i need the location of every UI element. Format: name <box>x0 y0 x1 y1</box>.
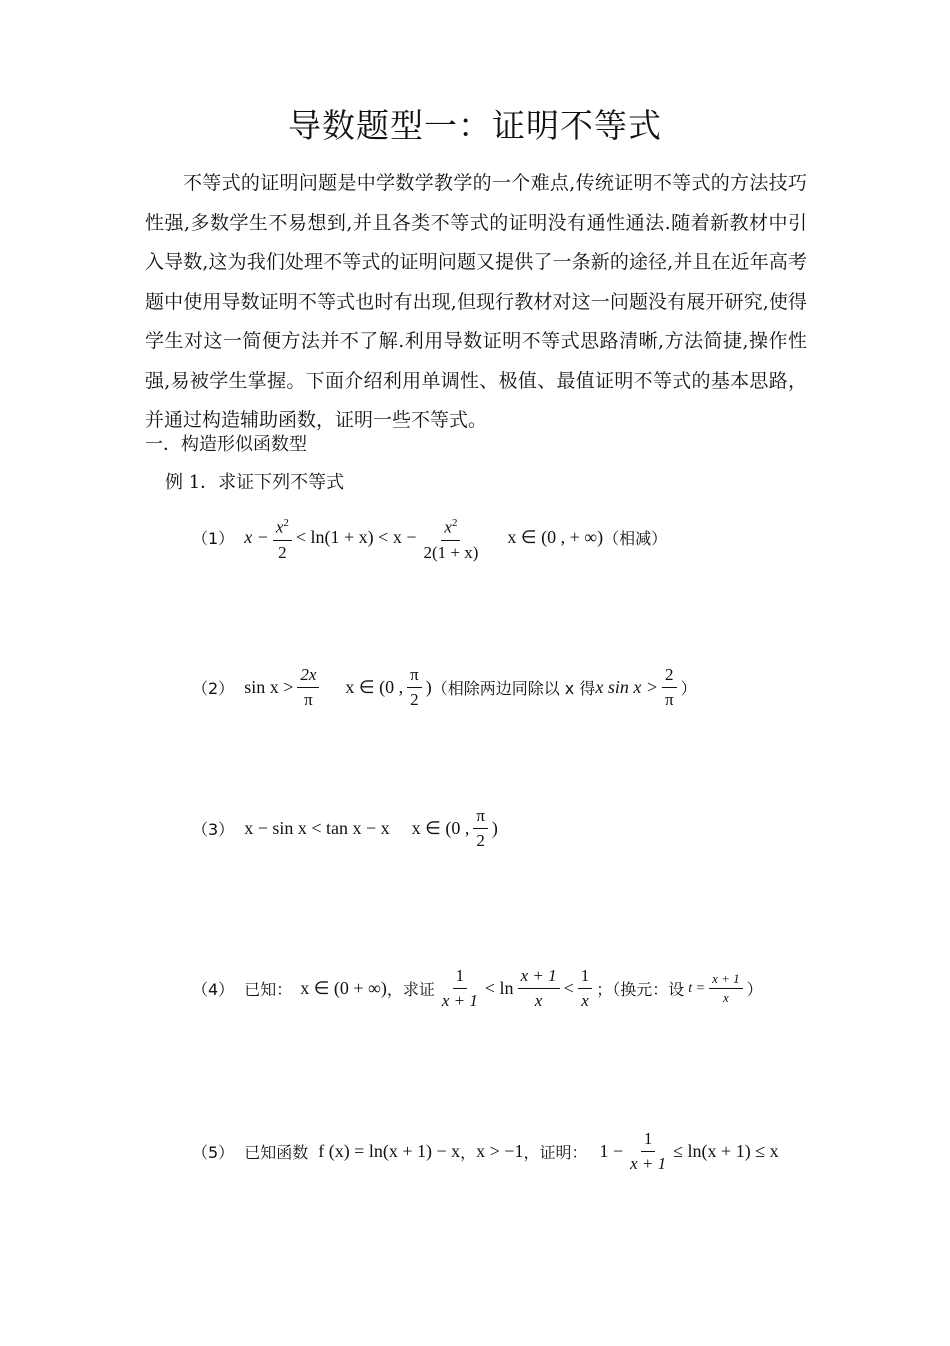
denominator: 2 <box>476 831 485 850</box>
denominator: x <box>581 991 589 1010</box>
numerator: 1 <box>453 965 468 989</box>
hint-note: ） <box>680 679 697 698</box>
denominator: π <box>664 690 674 709</box>
fraction <box>709 971 743 1006</box>
math-text: ≤ ln(x + 1) ≤ x <box>673 1141 779 1161</box>
domain: x ∈ (0 , <box>345 677 404 697</box>
math-text: x − <box>244 527 269 548</box>
exponent: 2 <box>451 517 458 529</box>
hint-note: ；（换元：设 <box>596 980 685 999</box>
fraction <box>420 512 481 564</box>
numerator: π <box>407 664 422 688</box>
numerator: x <box>444 517 452 537</box>
problem-label: （5） <box>192 1143 235 1162</box>
denominator: 2(1 + x) <box>423 542 479 562</box>
fraction <box>273 512 292 564</box>
math-text: ) <box>425 677 432 697</box>
math-text: sin x > <box>244 677 294 697</box>
denominator: x <box>722 990 729 1005</box>
prove-text: ，证明： <box>523 1143 588 1162</box>
denominator: x + 1 <box>441 991 478 1010</box>
condition: x > −1 <box>476 1141 524 1161</box>
numerator: 1 <box>641 1128 656 1152</box>
numerator: x + 1 <box>709 971 743 989</box>
denominator: π <box>304 690 313 709</box>
numerator: x + 1 <box>518 965 560 989</box>
numerator: 2 <box>662 664 677 688</box>
given-text: 已知： <box>244 980 293 999</box>
math-text: 1 − <box>599 1141 624 1161</box>
fraction <box>473 805 488 852</box>
problem-1 <box>192 512 667 564</box>
fraction <box>578 965 593 1012</box>
fraction <box>407 664 422 711</box>
problem-4 <box>192 965 763 1012</box>
denominator: 2 <box>410 690 419 709</box>
hint-note: ） <box>746 980 763 999</box>
numerator: x <box>275 517 284 537</box>
exponent: 2 <box>283 517 289 529</box>
function-def: f (x) = ln(x + 1) − x <box>318 1141 461 1161</box>
given-text: 已知函数 <box>244 1143 309 1162</box>
fraction <box>297 664 319 711</box>
separator: ， <box>460 1143 477 1162</box>
example-title: 例 1．求证下列不等式 <box>165 472 345 493</box>
math-text: < <box>563 978 574 998</box>
fraction <box>627 1128 669 1175</box>
problem-2 <box>192 664 697 711</box>
section-heading: 一．构造形似函数型 <box>145 434 307 455</box>
math-text: < ln <box>484 978 514 998</box>
hint-note: （相除两边同除以 x 得 <box>431 679 596 698</box>
numerator: 2x <box>297 664 319 688</box>
math-text: < ln(1 + x) < x − <box>295 527 417 548</box>
hint-note: （相减） <box>603 529 668 549</box>
fraction <box>439 965 481 1012</box>
page-title: 导数题型一：证明不等式 <box>288 106 662 145</box>
problem-5 <box>192 1128 779 1175</box>
problem-label: （3） <box>192 820 235 839</box>
domain: x ∈ (0 , + ∞) <box>507 527 604 548</box>
math-text: ) <box>491 818 498 838</box>
numerator: 1 <box>578 965 593 989</box>
problem-label: （4） <box>192 980 235 999</box>
problem-label: （1） <box>192 529 235 549</box>
denominator: x <box>534 991 543 1010</box>
problem-label: （2） <box>192 679 235 698</box>
math-text: x − sin x < tan x − x <box>244 818 390 838</box>
numerator: π <box>473 805 488 829</box>
problem-3 <box>192 805 498 852</box>
denominator: x + 1 <box>630 1154 667 1173</box>
domain: x ∈ (0 , <box>411 818 470 838</box>
prove-text: ，求证 <box>386 980 435 999</box>
denominator: 2 <box>278 542 287 562</box>
intro-paragraph: 不等式的证明问题是中学数学教学的一个难点,传统证明不等式的方法技巧性强,多数学生不易想到,并且各类不等式的证明没有通性通法.随着新教材中引入导数,这为我们处理不等式的证明问题又提供了一条新的途径,并且在近年高考题中使用导数证明不等式也时有出现,但现行教材对这一问题没有展开研究,使得学生对这一简便方法并不了解.利用导数证明不等式思路清晰,方法简捷,操作性强,易被学生掌握。下面介绍利用单调性、极值、最值证明不等式的基本思路，并通过构造辅助函数，证明一些不等式。 <box>145 172 807 431</box>
fraction <box>518 965 560 1012</box>
math-text: t = <box>688 980 706 996</box>
domain: x ∈ (0 + ∞) <box>300 978 387 998</box>
fraction <box>662 664 677 711</box>
math-text: x sin x > <box>595 677 658 697</box>
